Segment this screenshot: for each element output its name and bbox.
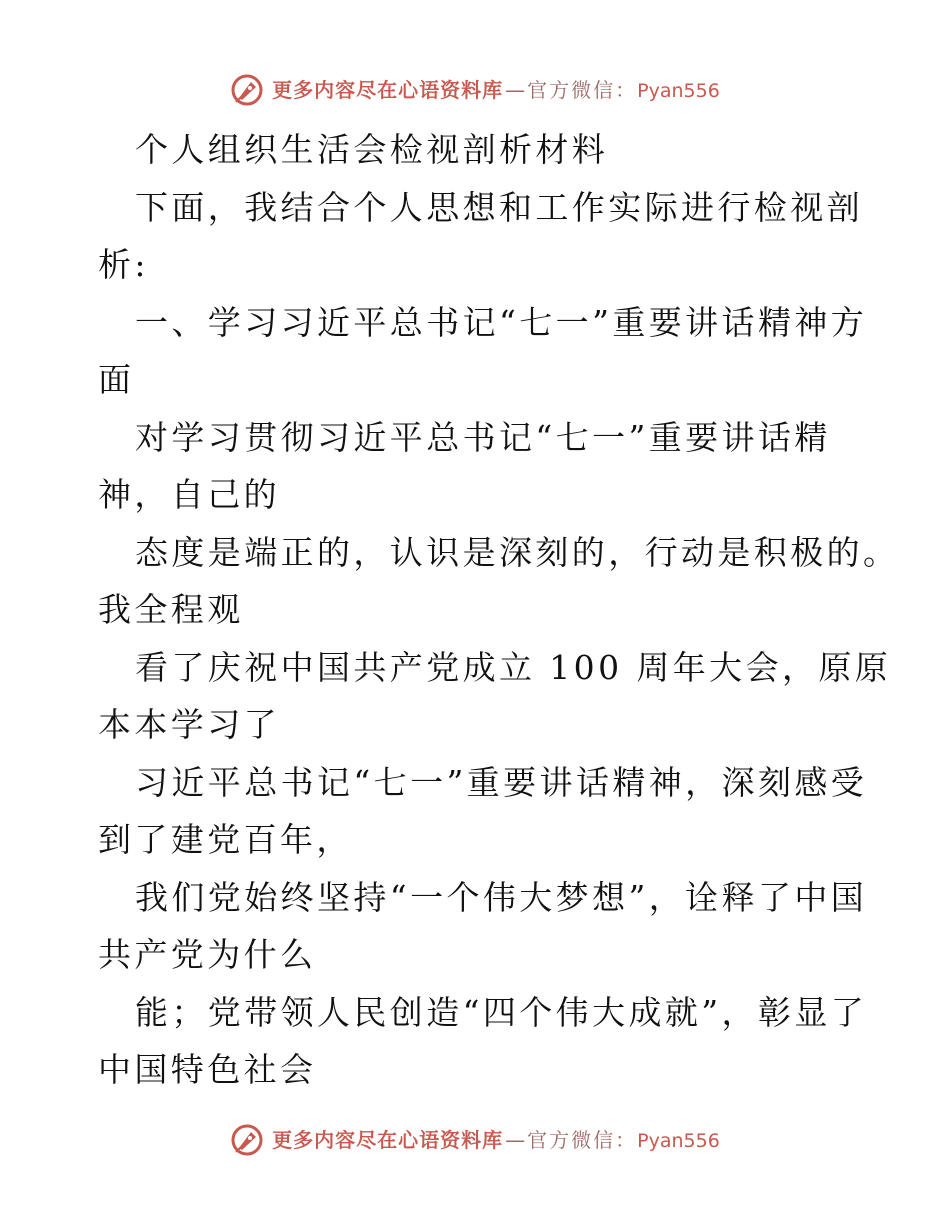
watermark-separator: — [505, 1127, 526, 1152]
paragraph-line: 能；党带领人民创造“四个伟大成就”，彰显了 [135, 992, 868, 1032]
watermark-wechat-id: Pyan556 [637, 79, 720, 102]
footer-watermark [0, 1120, 950, 1160]
paragraph-line: 神，自己的 [98, 475, 280, 514]
paragraph-line: 习近平总书记“七一”重要讲话精神，深刻感受 [135, 762, 868, 802]
paragraph-line: 态度是端正的，认识是深刻的，行动是积极的。 [135, 532, 900, 572]
pen-nib-logo-icon [230, 1123, 264, 1157]
document-body [98, 121, 900, 1099]
watermark-main-text: 更多内容尽在心语资料库 [272, 77, 504, 102]
watermark-wechat-id: Pyan556 [637, 1129, 720, 1152]
paragraph-line: 本本学习了 [98, 705, 280, 744]
paragraph-line: 下面，我结合个人思想和工作实际进行检视剖 [135, 187, 863, 227]
paragraph-line: 共产党为什么 [98, 935, 317, 974]
watermark-main-text: 更多内容尽在心语资料库 [272, 1127, 504, 1152]
pen-nib-logo-icon [230, 73, 264, 107]
paragraph-line: 对学习贯彻习近平总书记“七一”重要讲话精 [135, 417, 831, 457]
header-watermark [0, 70, 950, 110]
paragraph-line: 看了庆祝中国共产党成立 100 周年大会，原原 [135, 647, 892, 687]
paragraph-line: 到了建党百年， [98, 820, 353, 859]
watermark-separator: — [505, 77, 526, 102]
paragraph-line: 我们党始终坚持“一个伟大梦想”，诠释了中国 [135, 877, 868, 917]
watermark-label: 官方微信： [527, 1127, 638, 1152]
section-heading-cont: 面 [98, 360, 135, 399]
paragraph-line: 中国特色社会 [98, 1050, 317, 1089]
document-title: 个人组织生活会检视剖析材料 [135, 130, 609, 169]
watermark-label: 官方微信： [527, 77, 638, 102]
paragraph-line: 我全程观 [98, 590, 244, 629]
section-heading: 一、学习习近平总书记“七一”重要讲话精神方 [135, 302, 868, 342]
paragraph-line: 析: [98, 245, 149, 284]
